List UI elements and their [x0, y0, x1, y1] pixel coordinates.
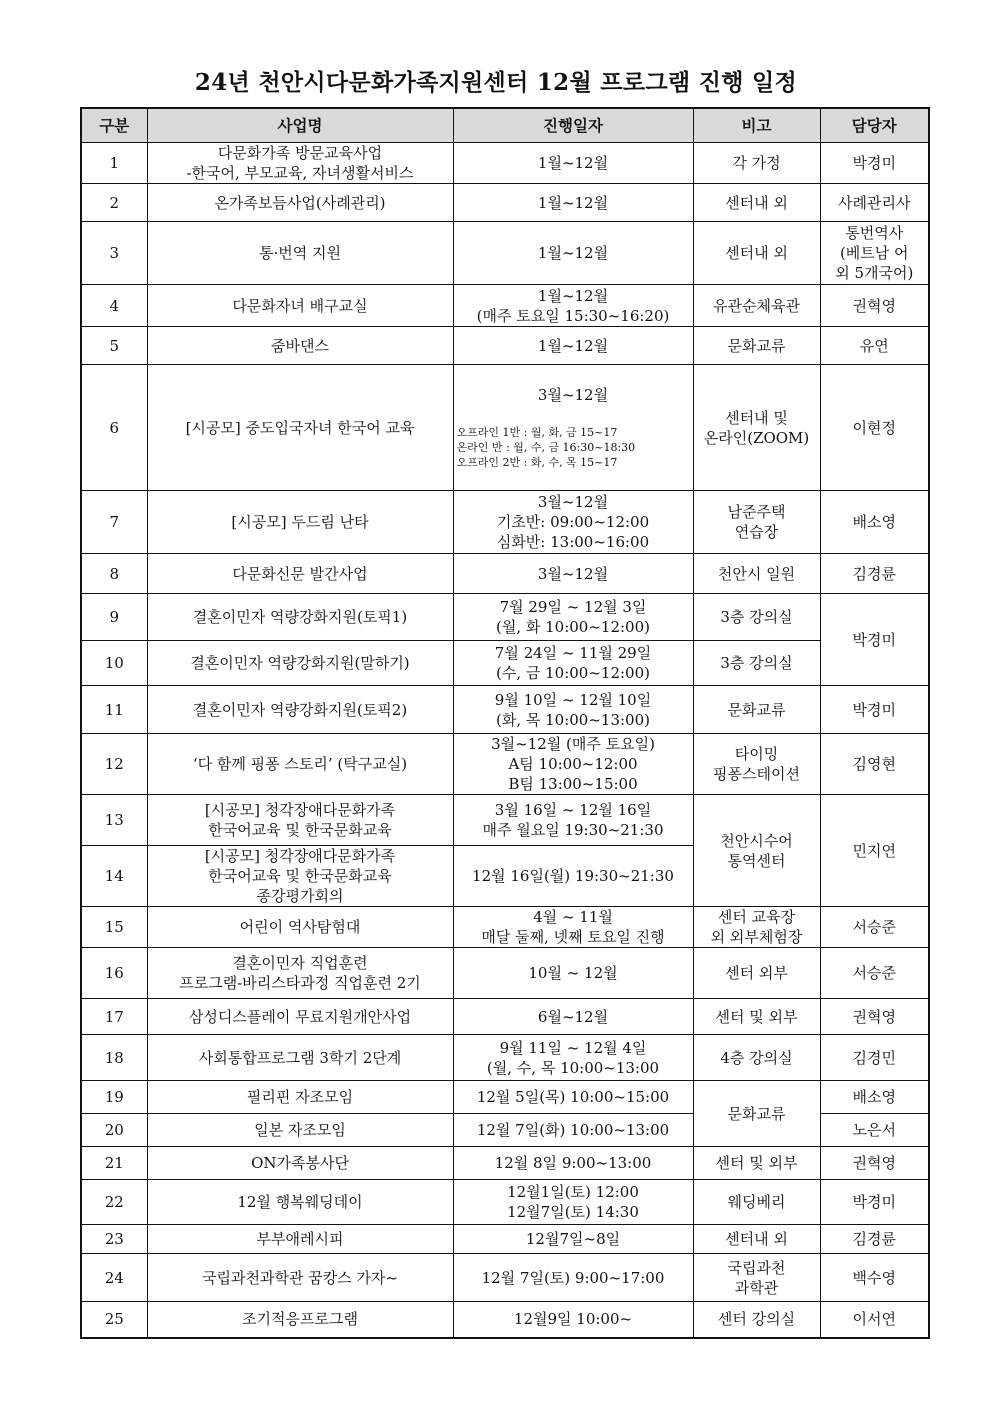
row-no: 15 — [81, 907, 147, 948]
row-program: ON가족봉사단 — [147, 1147, 453, 1180]
row-date: 12월9일 10:00~ — [453, 1302, 693, 1338]
row-no: 19 — [81, 1081, 147, 1114]
row-date: 1월~12월 — [453, 184, 693, 222]
row-program: 부부애레시피 — [147, 1225, 453, 1254]
row-staff: 김영현 — [820, 734, 929, 795]
row-program: 조기적응프로그램 — [147, 1302, 453, 1338]
table-row — [81, 948, 929, 999]
row-date: 1월~12월 (매주 토요일 15:30~16:20) — [453, 285, 693, 327]
header-row — [81, 108, 929, 143]
row-staff: 박경미 — [820, 143, 929, 184]
schedule-table — [80, 107, 930, 1339]
table-row — [81, 1254, 929, 1302]
row-date: 12월 16일(월) 19:30~21:30 — [453, 846, 693, 907]
row-program: 온가족보듬사업(사례관리) — [147, 184, 453, 222]
row-staff: 박경미 — [820, 1180, 929, 1225]
row-program: 결혼이민자 직업훈련 프로그램-바리스타과정 직업훈련 2기 — [147, 948, 453, 999]
row-no: 12 — [81, 734, 147, 795]
row-program: 필리핀 자조모임 — [147, 1081, 453, 1114]
row-date: 3월~12월 — [453, 554, 693, 594]
row-staff: 서승준 — [820, 948, 929, 999]
row-date: 3월~12월 (매주 토요일) A팀 10:00~12:00 B팀 13:00~15:00 — [453, 734, 693, 795]
row-program: 줌바댄스 — [147, 327, 453, 365]
row-note: 센터내 및 온라인(ZOOM) — [693, 365, 820, 491]
row-note: 문화교류 — [693, 686, 820, 734]
row-staff: 배소영 — [820, 1081, 929, 1114]
row-program: 어린이 역사탐험대 — [147, 907, 453, 948]
table-row — [81, 184, 929, 222]
row-date: 1월~12월 — [453, 327, 693, 365]
row-no: 8 — [81, 554, 147, 594]
row-no: 5 — [81, 327, 147, 365]
row-note: 센터 강의실 — [693, 1302, 820, 1338]
row-program: 삼성디스플레이 무료지원개안사업 — [147, 999, 453, 1035]
row-staff: 권혁영 — [820, 999, 929, 1035]
row-staff: 박경미 — [820, 594, 929, 686]
row-program: 국립과천과학관 꿈캉스 가자~ — [147, 1254, 453, 1302]
row-no: 17 — [81, 999, 147, 1035]
row-program: 결혼이민자 역량강화지원(토픽2) — [147, 686, 453, 734]
row-date: 3월 16일 ~ 12월 16일 매주 월요일 19:30~21:30 — [453, 795, 693, 846]
row-no: 6 — [81, 365, 147, 491]
table-row — [81, 143, 929, 184]
row-date: 1월~12월 — [453, 143, 693, 184]
row-note: 타이밍 핑퐁스테이션 — [693, 734, 820, 795]
row-staff: 배소영 — [820, 491, 929, 554]
table-row — [81, 1147, 929, 1180]
row-note: 4층 강의실 — [693, 1035, 820, 1081]
row-staff: 권혁영 — [820, 285, 929, 327]
table-row — [81, 999, 929, 1035]
row-date: 9월 11일 ~ 12월 4일 (월, 수, 목 10:00~13:00 — [453, 1035, 693, 1081]
row-program: 다문화신문 발간사업 — [147, 554, 453, 594]
table-row — [81, 1225, 929, 1254]
row-staff: 통번역사 (베트남 어 외 5개국어) — [820, 222, 929, 285]
row-note: 센터 교육장 외 외부체험장 — [693, 907, 820, 948]
row-date: 12월 8일 9:00~13:00 — [453, 1147, 693, 1180]
table-row — [81, 327, 929, 365]
row-no: 3 — [81, 222, 147, 285]
row-staff: 민지연 — [820, 795, 929, 907]
row-no: 16 — [81, 948, 147, 999]
row-note: 센터내 외 — [693, 1225, 820, 1254]
header-staff: 담당자 — [820, 108, 929, 143]
row-note: 문화교류 — [693, 327, 820, 365]
row-staff: 서승준 — [820, 907, 929, 948]
table-row — [81, 285, 929, 327]
row-program: 통·번역 지원 — [147, 222, 453, 285]
row-no: 22 — [81, 1180, 147, 1225]
row-staff: 김경민 — [820, 1035, 929, 1081]
row-no: 23 — [81, 1225, 147, 1254]
row-date-detail: 오프라인 1반 : 월, 화, 금 15~17 온라인 반 : 월, 수, 금 16:30~18:30 오프라인 2반 : 화, 수, 목 15~17 — [456, 426, 636, 469]
row-date: 6월~12월 — [453, 999, 693, 1035]
table-row — [81, 594, 929, 641]
row-no: 13 — [81, 795, 147, 846]
row-no: 20 — [81, 1114, 147, 1147]
row-date: 12월 7일(토) 9:00~17:00 — [453, 1254, 693, 1302]
row-note: 센터 외부 — [693, 948, 820, 999]
header-date: 진행일자 — [453, 108, 693, 143]
header-program: 사업명 — [147, 108, 453, 143]
table-row — [81, 491, 929, 554]
row-date: 10월 ~ 12월 — [453, 948, 693, 999]
row-program: 결혼이민자 역량강화지원(토픽1) — [147, 594, 453, 641]
table-row — [81, 222, 929, 285]
row-no: 1 — [81, 143, 147, 184]
table-row — [81, 1081, 929, 1114]
row-no: 4 — [81, 285, 147, 327]
table-row — [81, 795, 929, 846]
row-note: 국립과천 과학관 — [693, 1254, 820, 1302]
row-program: 다문화자녀 배구교실 — [147, 285, 453, 327]
row-date: 9월 10일 ~ 12월 10일 (화, 목 10:00~13:00) — [453, 686, 693, 734]
table-row — [81, 1035, 929, 1081]
row-program: 일본 자조모임 — [147, 1114, 453, 1147]
row-note: 남준주택 연습장 — [693, 491, 820, 554]
table-row — [81, 734, 929, 795]
row-date: 12월7일~8일 — [453, 1225, 693, 1254]
table-row — [81, 686, 929, 734]
row-date: 3월~12월 기초반: 09:00~12:00 심화반: 13:00~16:00 — [453, 491, 693, 554]
row-note: 3층 강의실 — [693, 594, 820, 641]
row-note: 각 가정 — [693, 143, 820, 184]
document-title: 24년 천안시다문화가족지원센터 12월 프로그램 진행 일정 — [194, 69, 798, 96]
row-no: 21 — [81, 1147, 147, 1180]
row-staff: 노은서 — [820, 1114, 929, 1147]
row-no: 14 — [81, 846, 147, 907]
row-note: 웨딩베리 — [693, 1180, 820, 1225]
row-program: [시공모] 청각장애다문화가족 한국어교육 및 한국문화교육 — [147, 795, 453, 846]
row-no: 11 — [81, 686, 147, 734]
row-program: [시공모] 청각장애다문화가족 한국어교육 및 한국문화교육 종강평가회의 — [147, 846, 453, 907]
table-row — [81, 641, 929, 686]
row-note: 센터 및 외부 — [693, 1147, 820, 1180]
row-program: 12월 행복웨딩데이 — [147, 1180, 453, 1225]
header-no: 구분 — [81, 108, 147, 143]
row-staff: 이서연 — [820, 1302, 929, 1338]
row-staff: 백수영 — [820, 1254, 929, 1302]
row-no: 7 — [81, 491, 147, 554]
row-date: 7월 24일 ~ 11월 29일 (수, 금 10:00~12:00) — [453, 641, 693, 686]
row-note: 유관순체육관 — [693, 285, 820, 327]
row-staff: 김경륜 — [820, 554, 929, 594]
row-note: 센터내 외 — [693, 222, 820, 285]
row-no: 18 — [81, 1035, 147, 1081]
row-staff: 박경미 — [820, 686, 929, 734]
row-staff: 김경륜 — [820, 1225, 929, 1254]
row-program: 결혼이민자 역량강화지원(말하기) — [147, 641, 453, 686]
table-row — [81, 907, 929, 948]
row-date: 4월 ~ 11월 매달 둘째, 넷째 토요일 진행 — [453, 907, 693, 948]
table-row — [81, 1180, 929, 1225]
table-row — [81, 365, 929, 491]
row-note: 센터내 외 — [693, 184, 820, 222]
row-program: 다문화가족 방문교육사업 -한국어, 부모교육, 자녀생활서비스 — [147, 143, 453, 184]
row-program: [시공모] 두드림 난타 — [147, 491, 453, 554]
row-date: 12월 7일(화) 10:00~13:00 — [453, 1114, 693, 1147]
row-date: 1월~12월 — [453, 222, 693, 285]
row-date: 12월 5일(목) 10:00~15:00 — [453, 1081, 693, 1114]
row-date: 12월1일(토) 12:00 12월7일(토) 14:30 — [453, 1180, 693, 1225]
header-note: 비고 — [693, 108, 820, 143]
row-no: 2 — [81, 184, 147, 222]
row-no: 9 — [81, 594, 147, 641]
row-note: 센터 및 외부 — [693, 999, 820, 1035]
row-staff: 권혁영 — [820, 1147, 929, 1180]
row-date-range: 3월~12월 — [537, 386, 609, 404]
row-date — [453, 365, 693, 491]
row-note: 문화교류 — [693, 1081, 820, 1147]
row-note: 천안시수어 통역센터 — [693, 795, 820, 907]
row-program: [시공모] 중도입국자녀 한국어 교육 — [147, 365, 453, 491]
row-note: 3층 강의실 — [693, 641, 820, 686]
row-date: 7월 29일 ~ 12월 3일 (월, 화 10:00~12:00) — [453, 594, 693, 641]
row-staff: 이현정 — [820, 365, 929, 491]
table-row — [81, 554, 929, 594]
row-no: 25 — [81, 1302, 147, 1338]
row-staff: 유연 — [820, 327, 929, 365]
table-row — [81, 1302, 929, 1338]
row-no: 10 — [81, 641, 147, 686]
row-program: ‘다 함께 핑퐁 스토리’ (탁구교실) — [147, 734, 453, 795]
row-program: 사회통합프로그램 3학기 2단계 — [147, 1035, 453, 1081]
row-no: 24 — [81, 1254, 147, 1302]
row-note: 천안시 일원 — [693, 554, 820, 594]
row-staff: 사례관리사 — [820, 184, 929, 222]
